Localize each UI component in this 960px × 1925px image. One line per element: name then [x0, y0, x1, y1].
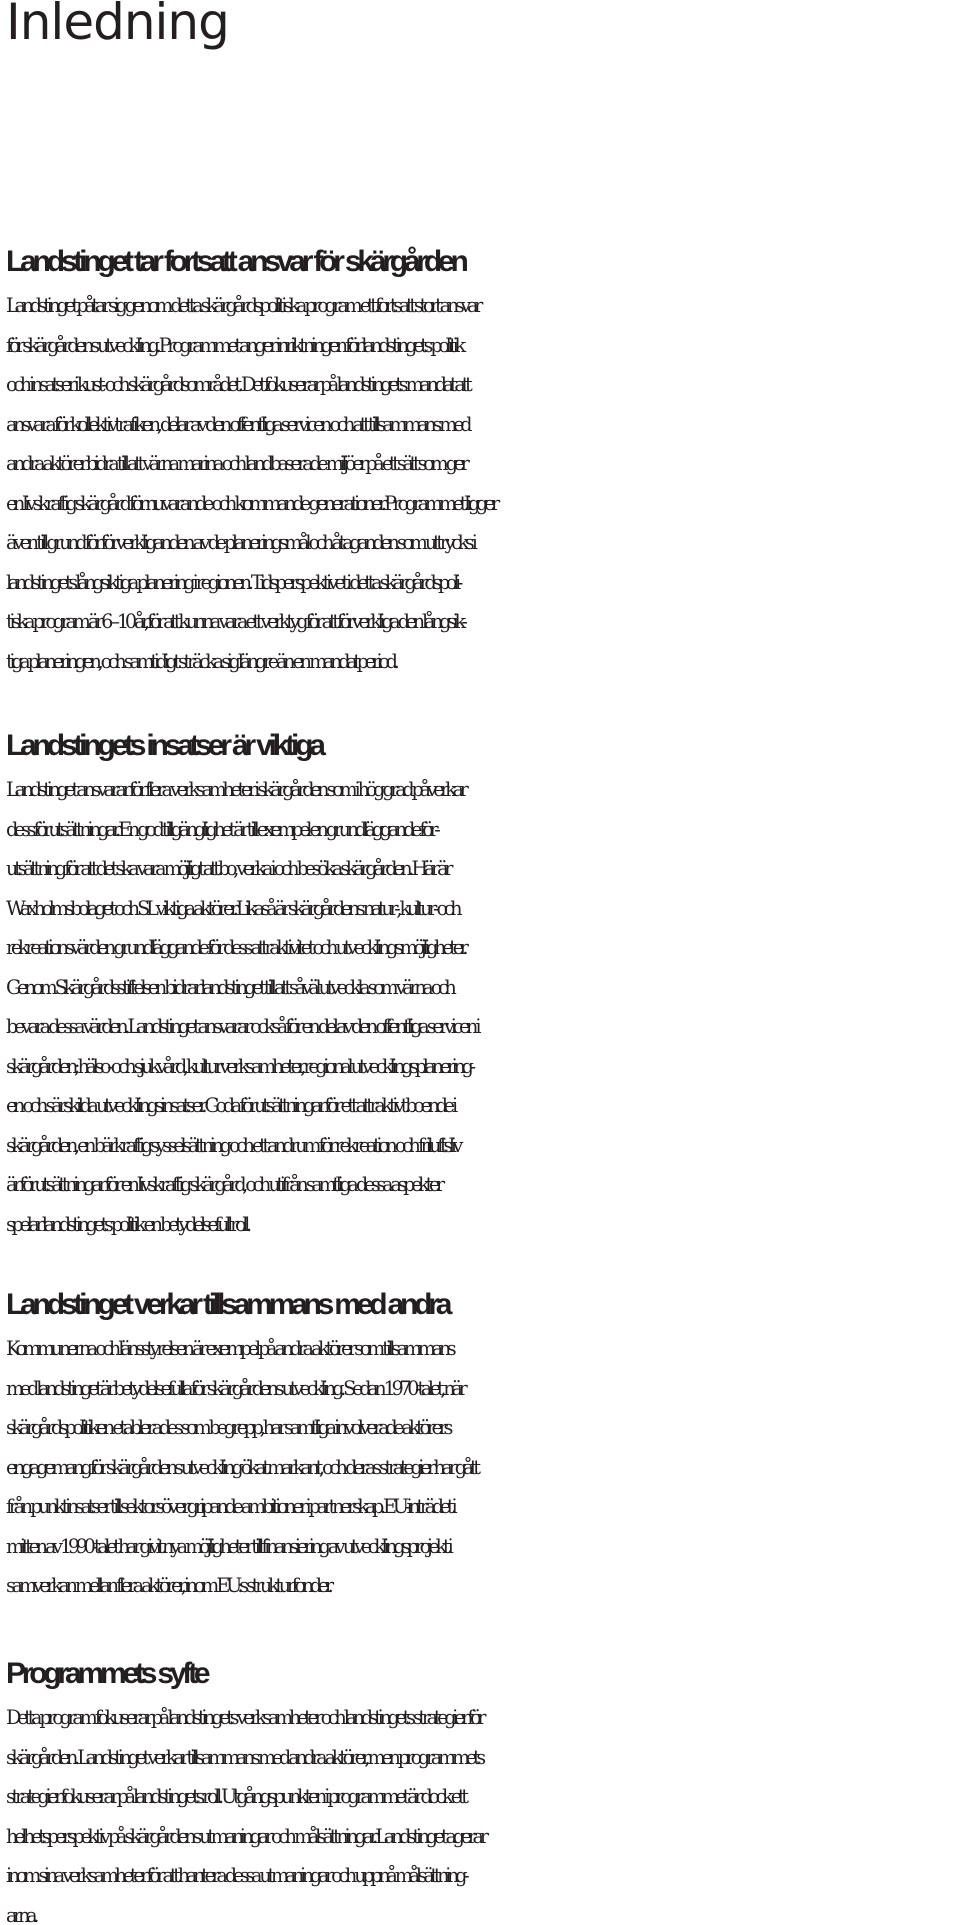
body-line: rekreationsvärden grundläggande för dess attraktivitet och utvecklingsmöjligheter. — [6, 936, 465, 959]
section-tillsammans — [6, 1287, 960, 1606]
body-line: är förutsättningar för en livskraftig skärgård, och utifrån samtliga dessa aspekter — [6, 1173, 441, 1196]
body-line: spelar landstingets politik en betydelsefull roll. — [6, 1212, 248, 1236]
section-syfte — [6, 1656, 960, 1925]
body-line: för skärgårdens utveckling. Programmet anger inriktningen för landstingets politik — [6, 333, 462, 357]
body-line: tiga planeringen, och samtidigt sträcka sig längre än en mandatperiod. — [6, 649, 396, 673]
body-line: Kommunerna och länsstyrelsen är exempel på andra aktörer som tillsammans — [6, 1337, 453, 1360]
section-body — [6, 770, 960, 1244]
body-line: dess förutsättningar. En god tillgänglighet är till exempel en grundläggande för- — [6, 817, 437, 841]
body-line: Landstinget ansvarar för flera verksamheter i skärgården som i hög grad påverkar — [6, 778, 465, 801]
body-line: andra aktörer bidra till att värna marina och landbaserade miljöer på ett sätt som ger — [6, 452, 466, 475]
body-line: skärgårdspolitiken etablerades som begrepp, har samtliga involverade aktörers — [6, 1416, 450, 1439]
body-line: Detta program fokuserar på landstingets verksamheter och landstingets strategier för — [6, 1706, 483, 1729]
body-line: och insatser i kust- och skärgårdsområdet. Det fokuserar på landstingets mandat att — [6, 373, 469, 396]
section-body — [6, 1698, 960, 1925]
section-heading: Landstinget tar fortsatt ansvar för skärgården — [6, 245, 465, 278]
body-line: Landstinget påtar sig genom detta skärgårdspolitiska program ett fortsatt stort ansvar — [6, 294, 479, 317]
body-line: arna. — [6, 1903, 36, 1925]
body-line: utsättning för att det ska vara möjligt att bo, verka i och besöka skärgården. Här är — [6, 857, 450, 880]
section-heading: Programmets syfte — [6, 1657, 207, 1690]
body-line: skärgården; hälso- och sjukvård, kulturverksamheter, regional utvecklingsplanering- — [6, 1054, 472, 1078]
section-body — [6, 286, 960, 681]
body-line: Waxholmsbolaget och SL viktiga aktörer. Likaså är skärgårdens natur-, kultur- och — [6, 896, 459, 920]
body-line: skärgården. Landstinget verkar tillsammans med andra aktörer, men programmets — [6, 1745, 482, 1769]
body-line: landstingets långsiktiga planering i regionen. Tidsperspektivet i detta skärgårdspoli- — [6, 570, 459, 594]
body-line: även till grund för förverkliganden av de planeringsmål och åtaganden som uttrycks i — [6, 531, 474, 554]
section-ansvar — [6, 244, 960, 681]
body-line: en livskraftig skärgård för nuvarande och kommande generationer. Programmet ligger — [6, 491, 496, 515]
body-line: ansvara för kollektivtrafiken, delar av den offentliga servicen och att tillsammans med — [6, 412, 469, 436]
body-line: från punktinsatser till sektorsövergripande ambitioner i partnerskap. EU-inträdet i — [6, 1495, 454, 1518]
body-line: Genom Skärgårdsstiftelsen bidrar landstinget till att såväl utveckla som värna och — [6, 975, 453, 999]
section-insatser — [6, 728, 960, 1244]
body-line: strategier fokuserar på landstingets roll. Utgångspunkten i programmet är dock ett — [6, 1785, 465, 1808]
body-line: engagemang för skärgårdens utveckling ökat markant, och deras strategier har gått — [6, 1455, 477, 1479]
body-line: tiska program är 6 – 10 år, för att kunna vara ett verktyg för att förverkliga den långsik- — [6, 610, 464, 633]
section-heading: Landstinget verkar tillsammans med andra — [6, 1288, 449, 1321]
body-line: skärgården, en bärkraftig sysselsättning och ett andrum för rekreation och friluftsliv — [6, 1133, 460, 1157]
section-body — [6, 1329, 960, 1606]
body-line: mitten av 1990-talet har givit nya möjligheter till finansiering av utvecklingsprojekt i — [6, 1534, 450, 1558]
page-title: Inledning — [6, 0, 229, 51]
body-line: inom sina verksamheter för att hantera dessa utmaningar och uppnå målsättning- — [6, 1864, 466, 1887]
section-heading: Landstingets insatser är viktiga — [6, 729, 322, 762]
body-line: en och särskilda utvecklingsinsatser. Goda förutsättningar för ett attraktivt boende i — [6, 1094, 454, 1117]
body-line: bevara dessa värden. Landstinget ansvarar också för en del av den offentliga servicen i — [6, 1015, 478, 1038]
body-line: helhetsperspektiv på skärgårdens utmaningar och målsättningar. Landstinget agerar — [6, 1824, 485, 1848]
body-line: med landstinget är betydelsefulla för skärgårdens utveckling. Sedan 1970-talet, när — [6, 1376, 464, 1400]
body-line: samverkan mellan flera aktörer, inom EU:s strukturfonder. — [6, 1574, 330, 1597]
